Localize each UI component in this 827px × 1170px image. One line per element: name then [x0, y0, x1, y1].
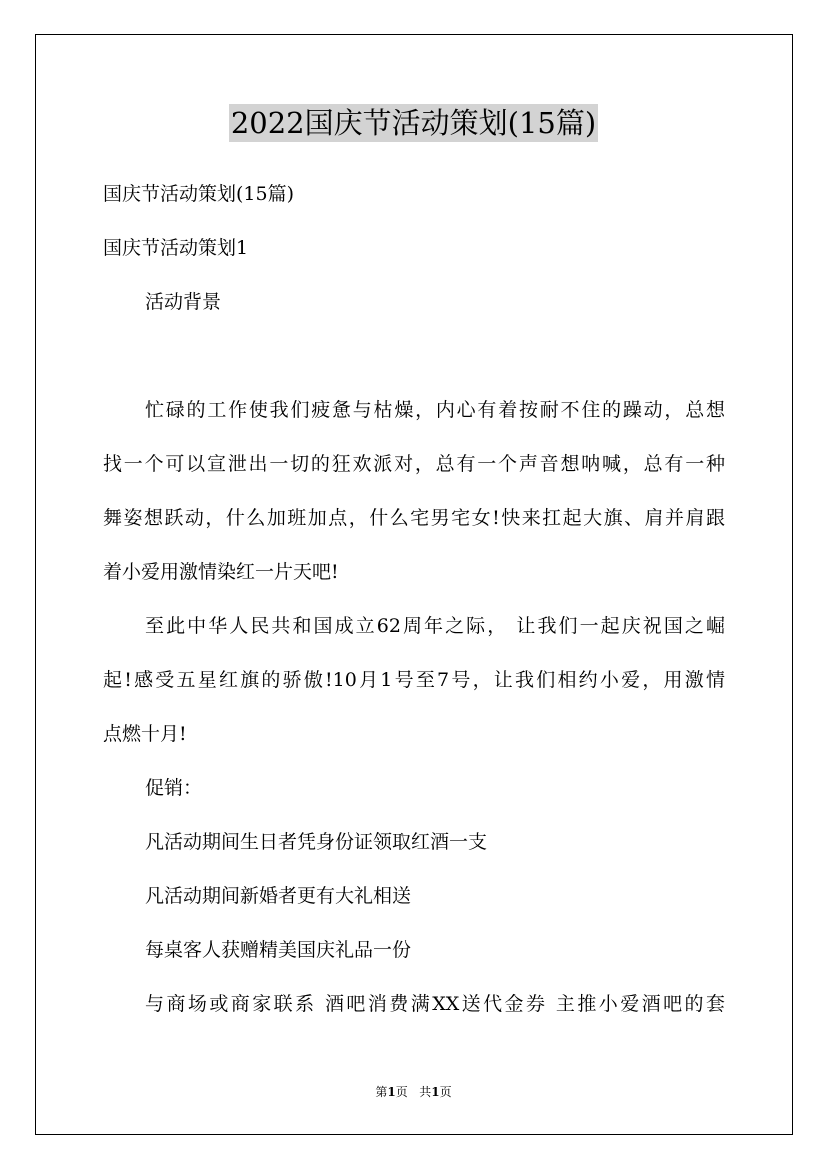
paragraph-line: 找一个可以宣泄出一切的狂欢派对，总有一个声音想呐喊，总有一种 [103, 453, 725, 475]
document-title-wrap [0, 104, 827, 142]
paragraph-line: 舞姿想跃动，什么加班加点，什么宅男宅女!快来扛起大旗、肩并肩跟 [103, 507, 725, 529]
promotion-item: 与商场或商家联系 酒吧消费满XX送代金券 主推小爱酒吧的套 [145, 993, 725, 1015]
promotion-item: 每桌客人获赠精美国庆礼品一份 [145, 939, 412, 961]
promotion-heading: 促销： [145, 777, 203, 799]
page-footer [0, 1083, 827, 1101]
document-title: 2022国庆节活动策划(15篇) [230, 106, 597, 140]
paragraph-line: 忙碌的工作使我们疲惫与枯燥，内心有着按耐不住的躁动，总想 [145, 399, 725, 421]
promotion-item: 凡活动期间新婚者更有大礼相送 [145, 885, 412, 907]
promotion-item: 凡活动期间生日者凭身份证领取红酒一支 [145, 831, 488, 853]
paragraph-line: 起!感受五星红旗的骄傲!10月1号至7号，让我们相约小爱，用激情 [103, 669, 725, 691]
paragraph-line: 着小爱用激情染红一片天吧! [103, 561, 339, 583]
footer-total-number: 1 [431, 1085, 440, 1099]
footer-page-suffix: 页 [395, 1085, 408, 1099]
subtitle-line: 国庆节活动策划(15篇) [103, 183, 295, 205]
section-heading: 国庆节活动策划1 [103, 237, 249, 259]
paragraph-line: 点燃十月! [103, 723, 187, 745]
footer-page-number: 1 [387, 1085, 396, 1099]
footer-page-prefix: 第 [375, 1085, 388, 1099]
footer-total-suffix: 页 [439, 1085, 452, 1099]
footer-total-prefix: 共 [419, 1085, 432, 1099]
paragraph-line: 至此中华人民共和国成立62周年之际， 让我们一起庆祝国之崛 [145, 615, 725, 637]
paragraph-heading-background: 活动背景 [145, 291, 222, 313]
